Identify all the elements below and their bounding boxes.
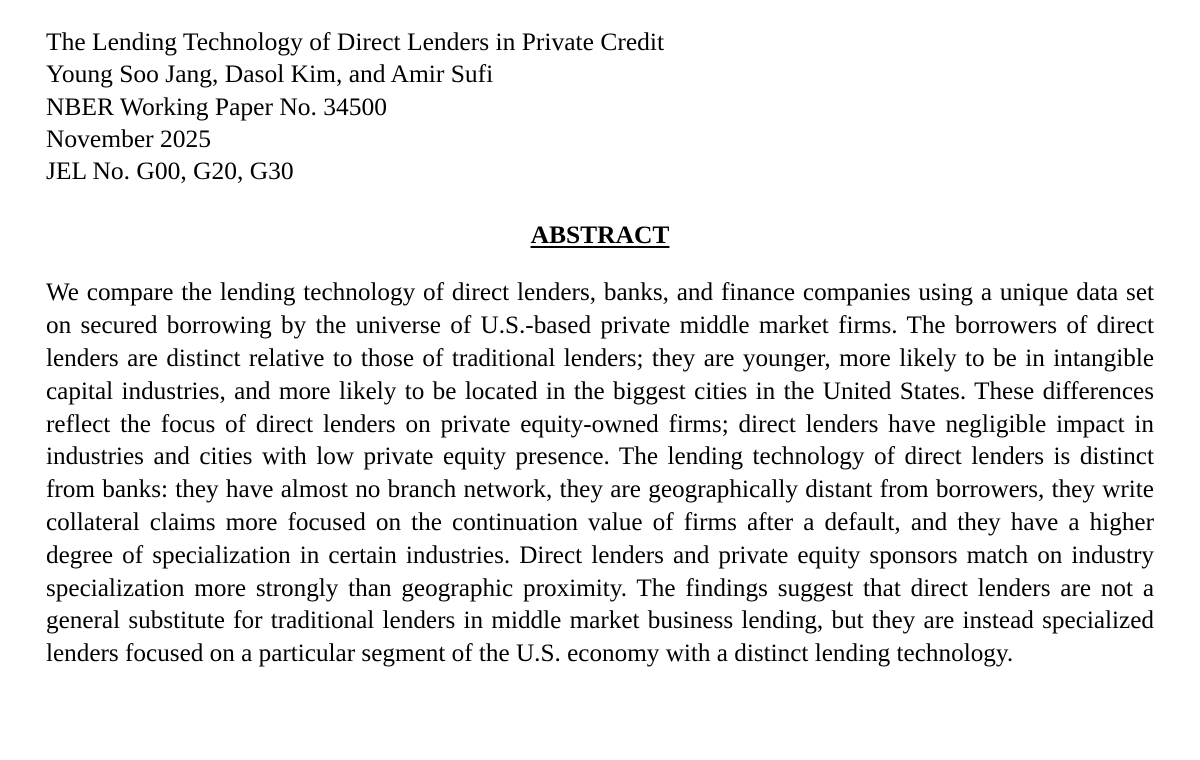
paper-authors: Young Soo Jang, Dasol Kim, and Amir Sufi bbox=[46, 59, 494, 89]
paper-series: NBER Working Paper No. 34500 bbox=[46, 91, 388, 121]
paper-metadata bbox=[46, 26, 1154, 187]
abstract-heading: ABSTRACT bbox=[530, 220, 670, 250]
paper-jel-codes: JEL No. G00, G20, G30 bbox=[46, 156, 294, 186]
paper-title: The Lending Technology of Direct Lenders in Private Credit bbox=[46, 27, 665, 56]
paper-date: November 2025 bbox=[46, 123, 212, 153]
abstract-body: We compare the lending technology of direct lenders, banks, and finance companies using a unique data set on secured borrowing by the universe of U.S.-based private middle market firms. The borrowers of direct lenders are distinct relative to those of traditional lenders; they are younger, more likely to be in intangible capital industries, and more likely to be located in the biggest cities in the United States. These differences reflect the focus of direct lenders on private equity-owned firms; direct lenders have negligible impact in industries and cities with low private equity presence. The lending technology of direct lenders is distinct from banks: they have almost no branch network, they are geographically distant from borrowers, they write collateral claims more focused on the continuation value of firms after a default, and they have a higher degree of specialization in certain industries. Direct lenders and private equity sponsors match on industry specialization more strongly than geographic proximity. The findings suggest that direct lenders are not a general substitute for traditional lenders in middle market business lending, but they are instead specialized lenders focused on a particular segment of the U.S. economy with a distinct lending technology. bbox=[46, 279, 1154, 668]
